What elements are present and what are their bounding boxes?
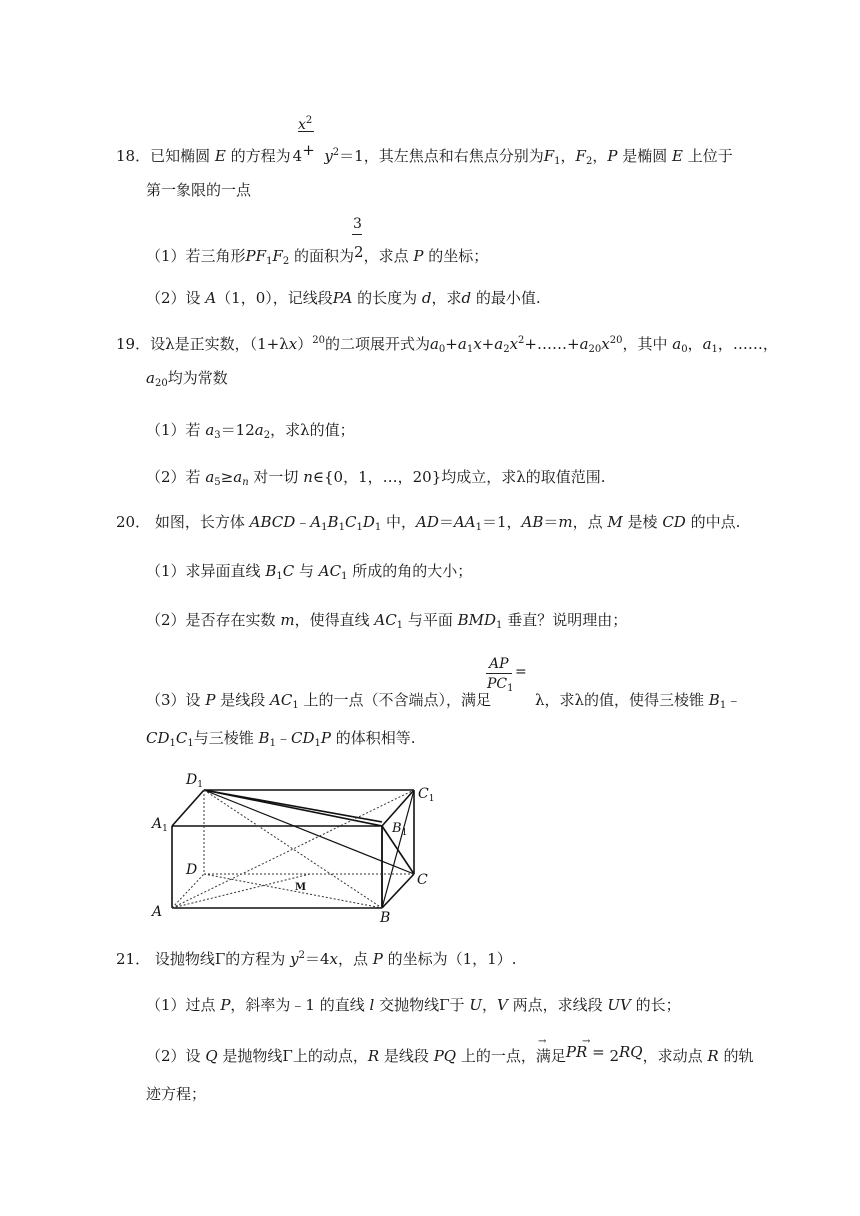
vertex-labels bbox=[150, 772, 434, 922]
label-c: C bbox=[417, 872, 428, 888]
frac-equals: = bbox=[515, 664, 527, 680]
label-a1: $A_1$ bbox=[152, 816, 168, 834]
q21-part2-line2: 迹方程； bbox=[146, 1085, 207, 1103]
q19-part1: （1）若 $a_3=12a_2$，求λ的值； bbox=[146, 421, 355, 441]
q20-part3-line2: $CD_1C_1$与三棱锥 $B_1﹣CD_1P$ 的体积相等. bbox=[146, 729, 416, 749]
vector-arrow-rq: → bbox=[582, 1036, 591, 1047]
edge-a-m bbox=[172, 874, 310, 908]
edge-a1-d1 bbox=[172, 790, 204, 826]
label-m: M bbox=[295, 882, 307, 893]
q19-part2: （2）若 $a_5\ge a_n$ 对一切 n∈{0，1，…，20}均成立，求λ的取值范围. bbox=[146, 468, 606, 488]
frac-numerator: AP bbox=[489, 656, 509, 672]
q18-part2: （2）设 A（1，0），记线段PA 的长度为 d，求d 的最小值. bbox=[146, 289, 541, 307]
frac-denominator: $PC_1$ bbox=[487, 676, 514, 694]
edge-d1-b1-2 bbox=[204, 790, 382, 822]
label-c1: $C_1$ bbox=[418, 786, 435, 804]
q18-part1: （1）若三角形$PF_1F_2$ 的面积为2，求点 P 的坐标； bbox=[146, 243, 489, 267]
frac-numerator: 3 bbox=[353, 216, 362, 232]
q18-line1: 18．已知椭圆 E 的方程为 $4+ y^2=1$，其左焦点和右焦点分别为$F_1$，$F_2$，P 是椭圆 E 上位于 bbox=[116, 141, 733, 167]
q21-line1: 21． 设抛物线Γ的方程为 $y^2=4x$，点 P 的坐标为（1，1）. bbox=[116, 950, 517, 968]
q20-part3: （3）设 P 是线段 $AC_1$ 上的一点（不含端点），满足 λ，求λ的值，使得三棱锥 $B_1﹣$ bbox=[146, 691, 742, 711]
label-d1: $D_1$ bbox=[186, 772, 203, 790]
label-a: A bbox=[152, 904, 163, 920]
label-b: B bbox=[380, 910, 391, 922]
fraction-bar bbox=[298, 131, 314, 132]
q21-part1: （1）过点 P，斜率为﹣1 的直线 l 交抛物线Γ于 U，V 两点，求线段 UV 的长； bbox=[146, 996, 681, 1014]
fraction-bar bbox=[352, 234, 362, 235]
q18-line2: 第一象限的一点 bbox=[146, 181, 252, 199]
edge-a-d bbox=[172, 874, 204, 908]
q21-part2: （2）设 Q 是抛物线Γ上的动点，R 是线段 PQ 上的一点，满足PR = 2RQ，求动点 R 的轨 bbox=[146, 1043, 754, 1065]
frac-numerator: $x^2$ bbox=[298, 115, 313, 133]
cuboid-figure bbox=[140, 762, 450, 922]
q19-line2: $a_{20}$均为常数 bbox=[146, 369, 228, 389]
q20-part2: （2）是否存在实数 m，使得直线 $AC_1$ 与平面 $BMD_1$ 垂直？说明理由； bbox=[146, 611, 628, 631]
fraction-bar bbox=[486, 673, 512, 674]
label-d: D bbox=[186, 862, 198, 878]
vector-arrow-pr: → bbox=[538, 1036, 547, 1047]
label-b1: $B_1$ bbox=[392, 821, 408, 838]
q20-line1: 20． 如图，长方体 $ABCD﹣A_1B_1C_1D_1$ 中，$AD=AA_1=1$，AB＝m，点 M 是棱 CD 的中点. bbox=[116, 513, 741, 533]
q19-line1: 19．设λ是正实数，$(1+\lambda x)^{20}$的二项展开式为$a_0+a_1x+a_2x^2+\dots\dots+a_{20}x^{20}$，其中 $a_0$，$a_1$，……， bbox=[116, 335, 778, 355]
q20-part1: （1）求异面直线 $B_1C$ 与 $AC_1$ 所成的角的大小； bbox=[146, 562, 473, 582]
